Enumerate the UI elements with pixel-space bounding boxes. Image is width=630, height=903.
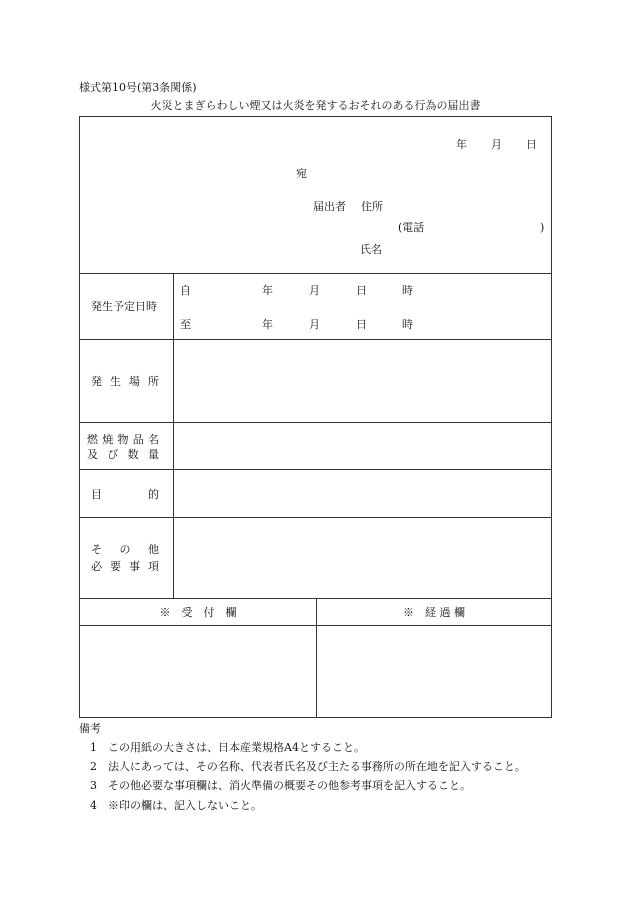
phone-open-label: (電話 <box>398 221 425 234</box>
from-year-label: 年 <box>262 284 273 297</box>
divider-location <box>80 422 551 423</box>
divider-materials <box>80 469 551 470</box>
note-item <box>90 742 365 753</box>
divider-datetime <box>80 339 551 340</box>
divider-purpose <box>80 517 551 518</box>
date-year-label: 年 <box>456 138 467 151</box>
phone-close-label: ) <box>540 221 545 234</box>
applicant-label: 届出者 <box>313 200 346 213</box>
note-item <box>90 761 526 772</box>
location-label: 発 生 場 所 <box>91 375 159 388</box>
to-month-label: 月 <box>309 318 320 331</box>
note-item <box>90 800 262 811</box>
note-number: 1 <box>90 741 97 754</box>
label-column-divider <box>173 273 174 598</box>
addressee-label: 宛 <box>296 167 307 180</box>
note-text: 法人にあっては、その名称、代表者氏名及び主たる事務所の所在地を記入すること。 <box>108 760 526 773</box>
to-day-label: 日 <box>356 318 367 331</box>
other-label-line2: 必 要 事 項 <box>91 560 159 573</box>
note-text: その他必要な事項欄は、消火準備の概要その他参考事項を記入すること。 <box>108 779 471 792</box>
to-hour-label: 時 <box>402 318 413 331</box>
note-text: ※印の欄は、記入しないこと。 <box>108 799 262 812</box>
scheduled-datetime-label: 発生予定日時 <box>91 300 157 313</box>
date-day-label: 日 <box>526 138 537 151</box>
name-label: 氏名 <box>360 243 382 256</box>
to-label: 至 <box>180 318 191 331</box>
from-label: 自 <box>180 284 191 297</box>
from-hour-label: 時 <box>402 284 413 297</box>
note-text: この用紙の大きさは、日本産業規格A4とすること。 <box>108 741 365 754</box>
date-month-label: 月 <box>491 138 502 151</box>
form-table <box>79 116 552 718</box>
note-number: 4 <box>90 799 97 812</box>
materials-label-line1: 燃 焼 物 品 名 <box>87 433 159 446</box>
note-number: 3 <box>90 779 97 792</box>
address-label: 住所 <box>361 200 383 213</box>
form-number: 様式第10号(第3条関係) <box>79 81 197 94</box>
progress-column-header: ※ 経 過 欄 <box>403 606 465 619</box>
note-number: 2 <box>90 760 97 773</box>
divider-top <box>80 273 551 274</box>
to-year-label: 年 <box>262 318 273 331</box>
from-day-label: 日 <box>356 284 367 297</box>
notes-title: 備考 <box>79 722 101 735</box>
purpose-label: 目 的 <box>91 488 159 501</box>
from-month-label: 月 <box>309 284 320 297</box>
note-item <box>90 780 471 791</box>
other-label-line1: そ の 他 <box>91 543 159 556</box>
reception-column-header: ※ 受 付 欄 <box>159 606 237 619</box>
materials-label-line2: 及 び 数 量 <box>87 448 159 461</box>
form-title: 火災とまぎらわしい煙又は火炎を発するおそれのある行為の届出書 <box>150 99 481 112</box>
